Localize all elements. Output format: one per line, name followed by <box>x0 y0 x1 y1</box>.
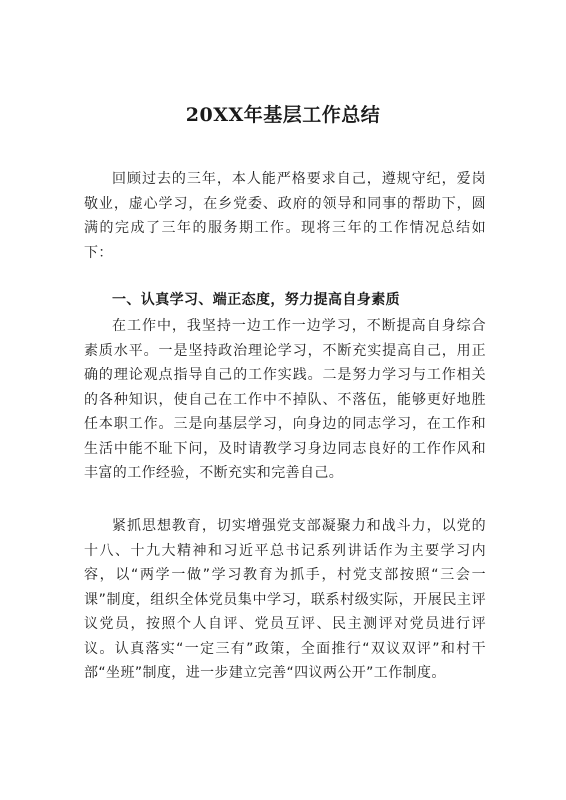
document-title: 20XX年基层工作总结 <box>185 104 381 126</box>
paragraph-intro: 回顾过去的三年，本人能严格要求自己，遵规守纪，爱岗敬业，虚心学习，在乡党委、政府的领导和同事的帮助下，圆满的完成了三年的服务期工作。现将三年的工作情况总结如下： <box>84 171 486 261</box>
paragraph-study: 在工作中，我坚持一边工作一边学习，不断提高自身综合素质水平。一是坚持政治理论学习，不断充实提高自己，用正确的理论观点指导自己的工作实践。二是努力学习与工作相关的各种知识，使自己在工作中不掉队、不落伍，能够更好地胜任本职工作。三是向基层学习，向身边的同志学习，在工作和生活中能不耻下问，及时请教学习身边同志良好的工作作风和丰富的工作经验，不断充实和完善自己。 <box>84 318 486 481</box>
section-heading-1: 一、认真学习、端正态度，努力提高自身素质 <box>112 292 400 308</box>
paragraph-party-education: 紧抓思想教育，切实增强党支部凝聚力和战斗力，以党的十八、十九大精神和习近平总书记系列讲话作为主要学习内容，以“两学一做”学习教育为抓手，村党支部按照“三会一课”制度，组织全体党员集中学习，联系村级实际，开展民主评议党员，按照个人自评、党员互评、民主测评对党员进行评议。认真落实“一定三有”政策，全面推行“双议双评”和村干部“坐班”制度，进一步建立完善“四议两公开”工作制度。 <box>84 518 486 681</box>
